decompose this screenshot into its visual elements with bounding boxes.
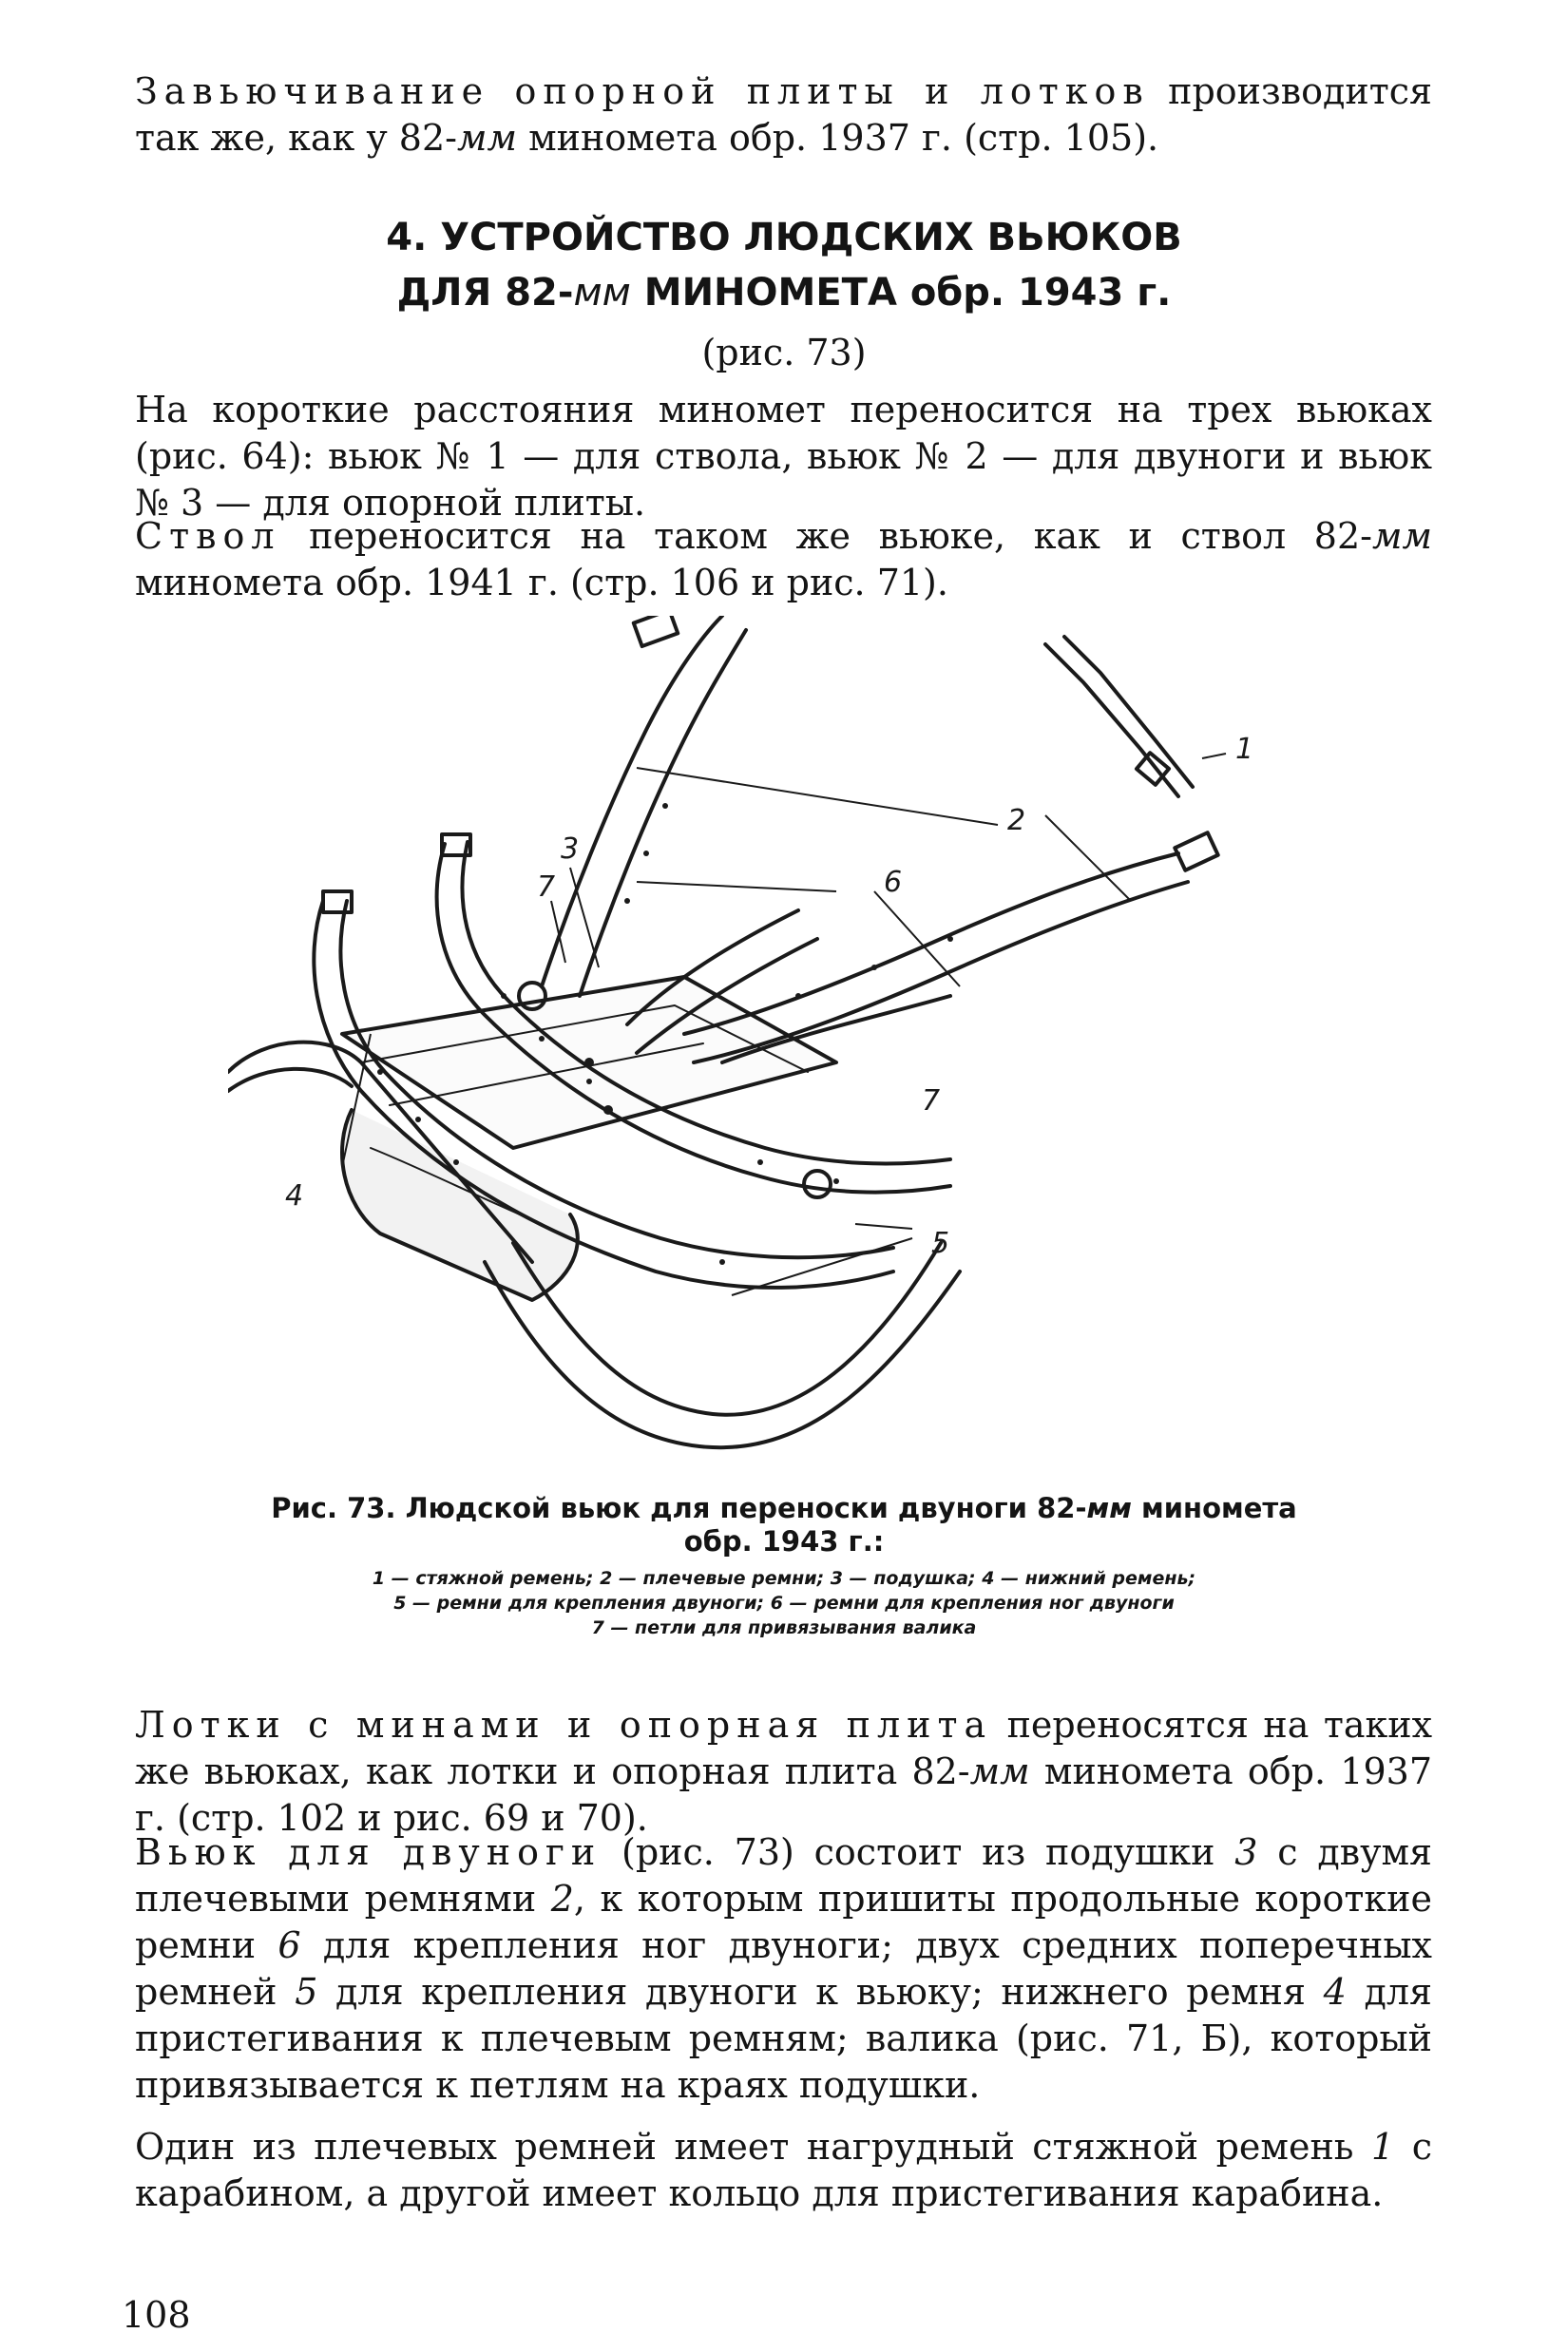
label-4: 4 xyxy=(285,1179,304,1213)
paragraph-trays: Лотки с минами и опорная плита переносятся на таких же вьюках, как лотки и опорная плита 82-мм миномета обр. 1937 г. (стр. 102 и рис. 69 и 70). xyxy=(135,1704,1432,1839)
page-number: 108 xyxy=(122,2294,191,2336)
figure-legend-line3: 7 — петли для привязывания валика xyxy=(591,1617,977,1638)
section-figure-ref: (рис. 73) xyxy=(701,332,867,373)
paragraph-bipod-pack: Вьюк для двуноги (рис. 73) состоит из подушки 3 с двумя плечевыми ремнями 2, к которым пришиты продольные короткие ремни 6 для крепления ног двуноги; двух средних поперечных ремней 5 для крепления двуноги к вьюку; нижнего ремня 4 для пристегивания к плечевым ремням; валика (рис. 71, Б), который привязывается к петлям на краях подушки. xyxy=(135,1831,1433,2106)
section-heading-line1: 4. УСТРОЙСТВО ЛЮДСКИХ ВЬЮКОВ xyxy=(386,216,1182,259)
figure-legend-line1: 1 — стяжной ремень; 2 — плечевые ремни; 3 — подушка; 4 — нижний ремень; xyxy=(372,1568,1196,1589)
label-7b: 7 xyxy=(922,1084,941,1118)
paragraph-loading: Завьючивание опорной плиты и лотков производится так же, как у 82-мм миномета обр. 1937 г. (стр. 105). xyxy=(135,70,1433,159)
label-3: 3 xyxy=(561,832,580,866)
paragraph-barrel: Ствол переносится на таком же вьюке, как и ствол 82-мм миномета обр. 1941 г. (стр. 106 и рис. 71). xyxy=(135,515,1432,603)
label-1: 1 xyxy=(1235,733,1254,766)
section-heading-line2: ДЛЯ 82-мм МИНОМЕТА обр. 1943 г. xyxy=(396,271,1172,315)
figure-73-bipod-pack xyxy=(228,616,1349,1471)
figure-caption-line2: обр. 1943 г.: xyxy=(683,1525,885,1558)
figure-caption: Рис. 73. Людской вьюк для переноски двуноги 82-мм миномета xyxy=(271,1492,1297,1524)
label-5: 5 xyxy=(931,1227,950,1260)
label-7a: 7 xyxy=(537,870,556,904)
label-6: 6 xyxy=(884,866,903,899)
paragraph-short-distances: На короткие расстояния миномет переносится на трех вьюках (рис. 64): вьюк № 1 — для ствола, вьюк № 2 — для двуноги и вьюк № 3 — для опорной плиты. xyxy=(135,389,1432,524)
paragraph-chest-strap: Один из плечевых ремней имеет нагрудный стяжной ремень 1 с карабином, а другой имеет кольцо для пристегивания карабина. xyxy=(135,2126,1432,2214)
label-2: 2 xyxy=(1007,804,1026,837)
figure-legend-line2: 5 — ремни для крепления двуноги; 6 — ремни для крепления ног двуноги xyxy=(393,1593,1175,1614)
